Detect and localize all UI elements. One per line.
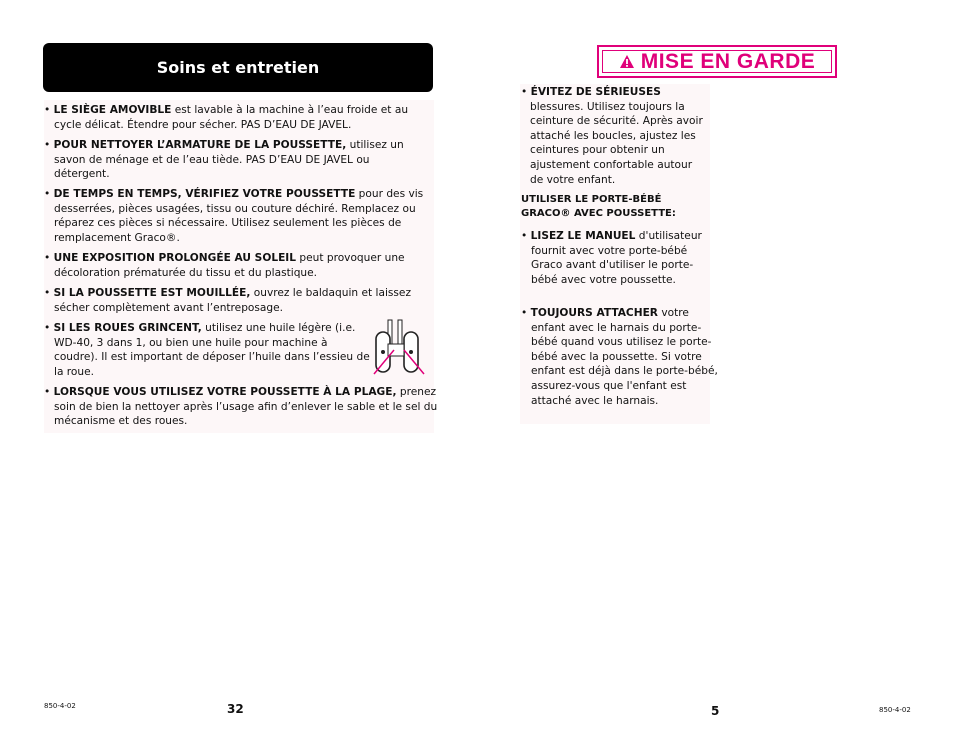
- care-item-6: • SI LES ROUES GRINCENT, utilisez une huile légère (i.e. WD-40, 3 dans 1, ou bien une huile pour machine à coudre). Il est important de déposer l’huile dans l’essieu de la roue.: [44, 322, 370, 378]
- care-item-5: • SI LA POUSSETTE EST MOUILLÉE, ouvrez le baldaquin et laissez sécher complètement avant l’entreposage.: [44, 287, 412, 314]
- carrier-heading: UTILISER LE PORTE-BÉBÉ GRACO® AVEC POUSSETTE:: [521, 194, 676, 219]
- warning-triangle-icon: [619, 54, 635, 69]
- warning-item-1: • ÉVITEZ DE SÉRIEUSES blessures. Utilisez toujours la ceinture de sécurité. Après avoir attaché les boucles, ajustez les ceintures pour obtenir un ajustement confortable autour de votre enfant.: [521, 86, 703, 186]
- section-header: [43, 43, 433, 92]
- care-item-3: • DE TEMPS EN TEMPS, VÉRIFIEZ VOTRE POUSSETTE pour des vis desserrées, pièces usagées, tissu ou couture déchiré. Remplacez ou réparez ces pièces si nécessaire. Utilisez seulement les pièces de remplacement Graco®.: [44, 188, 424, 244]
- stroller-wheel-illustration: [370, 318, 428, 378]
- care-item-1: • LE SIÈGE AMOVIBLE est lavable à la machine à l’eau froide et au cycle délicat. Étendre pour sécher. PAS D’EAU DE JAVEL.: [44, 104, 409, 131]
- care-item-7: • LORSQUE VOUS UTILISEZ VOTRE POUSSETTE À LA PLAGE, prenez soin de bien la nettoyer après l’usage afin d’enlever le sable et le sel du mécanisme et des roues.: [44, 386, 438, 428]
- warning-title: MISE EN GARDE: [640, 49, 816, 73]
- warning-banner: [597, 45, 837, 78]
- care-item-4: • UNE EXPOSITION PROLONGÉE AU SOLEIL peut provoquer une décoloration prématurée du tissu et du plastique.: [44, 252, 405, 279]
- care-item-2: • POUR NETTOYER L’ARMATURE DE LA POUSSETTE, utilisez un savon de ménage et de l’eau tiède. PAS D’EAU DE JAVEL ou détergent.: [44, 139, 404, 181]
- section-title: Soins et entretien: [156, 58, 320, 77]
- footer-code-right: 850-4-02: [879, 706, 911, 714]
- warning-item-2: • LISEZ LE MANUEL d'utilisateur fournit avec votre porte-bébé Graco avant d'utiliser le porte-bébé avec votre poussette.: [521, 230, 702, 286]
- page-number-right: 5: [711, 704, 720, 718]
- footer-code-left: 850-4-02: [44, 702, 76, 710]
- warning-item-3: • TOUJOURS ATTACHER votre enfant avec le harnais du porte-bébé quand vous utilisez le porte-bébé avec la poussette. Si votre enfant est déjà dans le porte-bébé, assurez-vous que l'enfant est attaché avec le harnais.: [521, 307, 718, 407]
- page-number-left: 32: [227, 702, 244, 716]
